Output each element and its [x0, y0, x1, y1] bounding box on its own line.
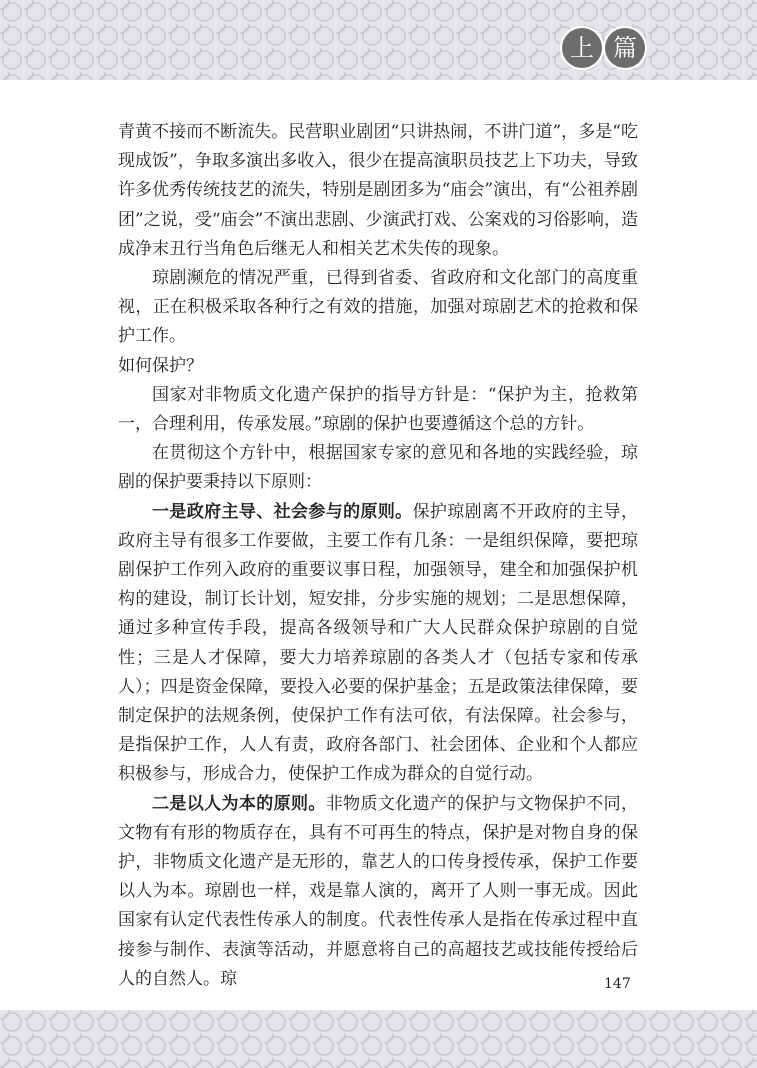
principle-heading: 一是政府主导、社会参与的原则。: [152, 501, 413, 522]
paragraph-text: 青黄不接而不断流失。民营职业剧团“只讲热闹，不讲门道”，多是“吃现成饭”，争取多演出多收入，很少在提高演职员技艺上下功夫，导致许多优秀传统技艺的流失，特别是剧团多为“庙会”演出，有“公祖养剧团”之说，受“庙会”不演出悲剧、少演武打戏、公案戏的习俗影响，造成净末丑行当角色后继无人和相关艺术失传的现象。: [118, 122, 638, 259]
section-badge-char: 篇: [605, 28, 645, 68]
paragraph-text: 非物质文化遗产的保护与文物保护不同，文物有有形的物质存在，具有不可再生的特点，保护是对物自身的保护，非物质文化遗产是无形的，靠艺人的口传身授传承，保护工作要以人为本。琼剧也一样，戏是靠人演的，离开了人则一事无成。因此国家有认定代表性传承人的制度。代表性传承人是指在传承过程中直接参与制作、表演等活动，并愿意将自己的高超技艺或技能传授给后人的自然人。琼: [118, 793, 639, 989]
page-body-text: [118, 118, 638, 994]
section-badge: [562, 28, 645, 68]
paragraph-text: 琼剧濒危的情况严重，已得到省委、省政府和文化部门的高度重视，正在积极采取各种行之有效的措施，加强对琼剧艺术的抢救和保护工作。: [118, 268, 638, 347]
paragraph: [118, 498, 638, 790]
footer-pattern-band: [0, 1010, 757, 1068]
paragraph-text: 国家对非物质文化遗产保护的指导方针是：“保护为主，抢救第一，合理利用，传承发展。”琼剧的保护也要遵循这个总的方针。: [118, 384, 638, 435]
paragraph-text: 保护琼剧离不开政府的主导，政府主导有很多工作要做，主要工作有几条：一是组织保障，要把琼剧保护工作列入政府的重要议事日程，加强领导，建全和加强保护机构的建设，制订长计划，短安排，分步实施的规划；二是思想保障，通过多种宣传手段，提高各级领导和广大人民群众保护琼剧的自觉性；三是人才保障，要大力培养琼剧的各类人才（包括专家和传承人）；四是资金保障，要投入必要的保护基金；五是政策法律保障，要制定保护的法规条例，使保护工作有法可依，有法保障。社会参与，是指保护工作，人人有责，政府各部门、社会团体、企业和个人都应积极参与，形成合力，使保护工作成为群众的自觉行动。: [118, 501, 639, 785]
paragraph: [118, 264, 638, 352]
paragraph-text: 在贯彻这个方针中，根据国家专家的意见和各地的实践经验，琼剧的保护要秉持以下原则：: [118, 443, 638, 493]
paragraph: [118, 118, 638, 264]
section-badge-char: 上: [562, 28, 602, 68]
paragraph-text: 如何保护？: [118, 355, 203, 376]
principle-heading: 二是以人为本的原则。: [152, 793, 326, 814]
page-number: 147: [604, 976, 631, 992]
paragraph: [118, 439, 638, 497]
paragraph: [118, 352, 638, 381]
paragraph: [118, 381, 638, 439]
paragraph: [118, 790, 638, 994]
